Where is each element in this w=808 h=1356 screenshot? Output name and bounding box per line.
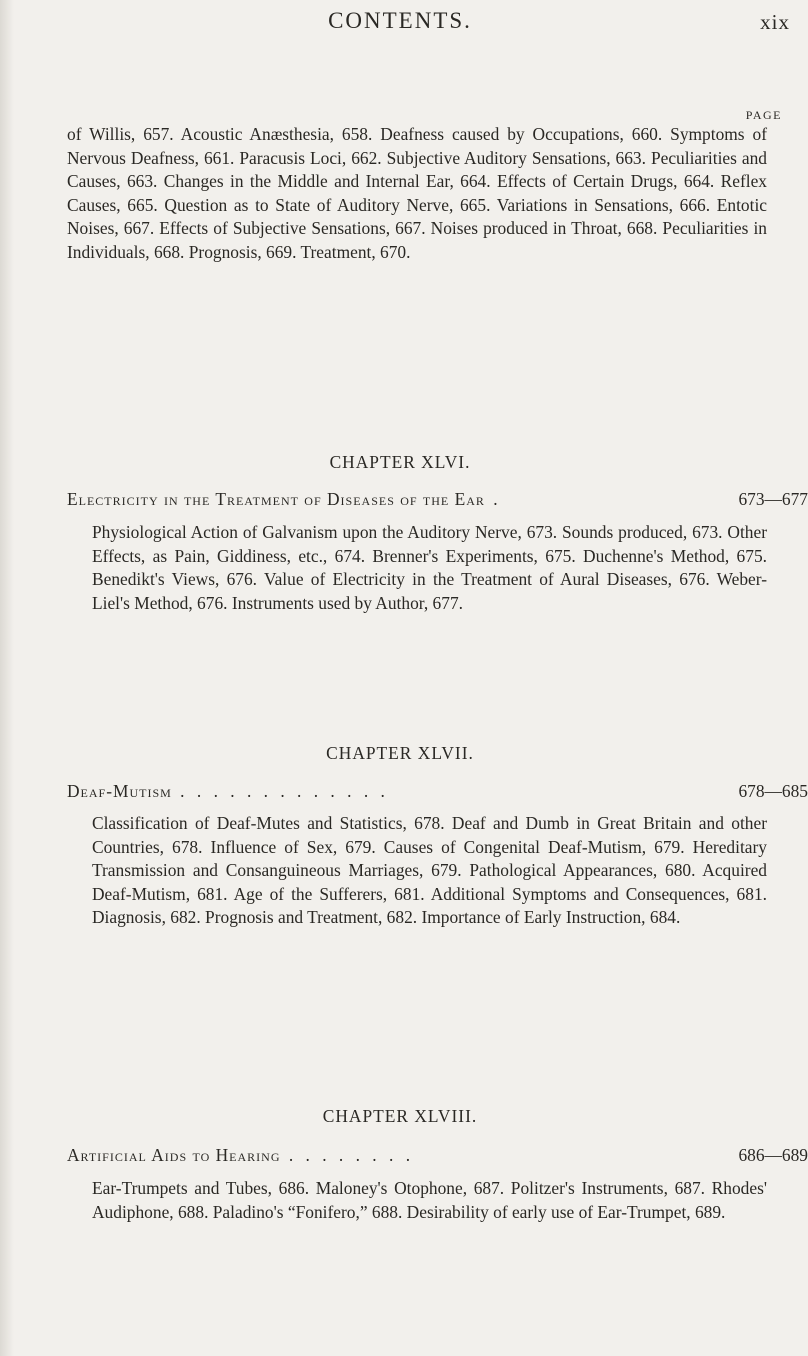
page-column-label: PAGE bbox=[745, 108, 782, 122]
toc-entry-47 bbox=[67, 781, 808, 802]
page-binding-shadow bbox=[0, 0, 14, 1356]
chapter-summary-47: Classification of Deaf-Mutes and Statistics, 678. Deaf and Dumb in Great Britain and other Countries, 678. Influence of Sex, 679. Causes of Congenital Deaf-Mutism, 679. Hereditary Transmission and Consanguineous Marriages, 679. Pathological Appearances, 680. Acquired Deaf-Mutism, 681. Age of the Sufferers, 681. Additional Symptoms and Consequences, 681. Diagnosis, 682. Prognosis and Treatment, 682. Importance of Early Instruction, 684. bbox=[92, 813, 767, 927]
toc-page-range: 686—689 bbox=[738, 1145, 808, 1165]
toc-entry-46 bbox=[67, 489, 808, 510]
chapter-heading-46: CHAPTER XLVI. bbox=[329, 452, 471, 472]
continued-chapter-summary: of Willis, 657. Acoustic Anæsthesia, 658. Deafness caused by Occupations, 660. Symptoms of Nervous Deafness, 661. Paracusis Loci, 662. Subjective Auditory Sensations, 663. Peculiarities and Causes, 663. Changes in the Middle and Internal Ear, 664. Effects of Certain Drugs, 664. Reflex Causes, 665. Question as to State of Auditory Nerve, 665. Variations in Sensations, 666. Entotic Noises, 667. Effects of Subjective Sensations, 667. Noises produced in Throat, 668. Peculiarities in Individuals, 668. Prognosis, 669. Treatment, 670. bbox=[67, 124, 767, 262]
toc-entry-title: Deaf-Mutism bbox=[67, 781, 172, 801]
chapter-summary-46: Physiological Action of Galvanism upon the Auditory Nerve, 673. Sounds produced, 673. Other Effects, as Pain, Giddiness, etc., 674. Brenner's Experiments, 675. Duchenne's Method, 675. Benedikt's Views, 676. Value of Electricity in the Treatment of Aural Diseases, 676. Weber-Liel's Method, 676. Instruments used by Author, 677. bbox=[92, 522, 767, 613]
toc-page-range: 673—677 bbox=[738, 489, 808, 509]
running-title: CONTENTS. bbox=[328, 8, 472, 33]
toc-entry-title: Electricity in the Treatment of Diseases of the Ear bbox=[67, 489, 485, 509]
toc-entry-48 bbox=[67, 1145, 808, 1166]
running-head bbox=[0, 8, 800, 38]
toc-dot-leader: . . . . . . . . bbox=[280, 1145, 415, 1165]
toc-page-range: 678—685 bbox=[738, 781, 808, 801]
chapter-summary-48: Ear-Trumpets and Tubes, 686. Maloney's Otophone, 687. Politzer's Instruments, 687. Rhodes' Audiphone, 688. Paladino's “Fonifero,” 688. Desirability of early use of Ear-Trumpet, 689. bbox=[92, 1178, 767, 1222]
page-number: xix bbox=[760, 10, 790, 34]
toc-dot-leader: . bbox=[484, 489, 502, 509]
chapter-heading-48: CHAPTER XLVIII. bbox=[322, 1106, 478, 1126]
chapter-heading-47: CHAPTER XLVII. bbox=[326, 743, 474, 763]
toc-entry-title: Artificial Aids to Hearing bbox=[67, 1145, 281, 1165]
toc-dot-leader: . . . . . . . . . . . . . bbox=[171, 781, 389, 801]
